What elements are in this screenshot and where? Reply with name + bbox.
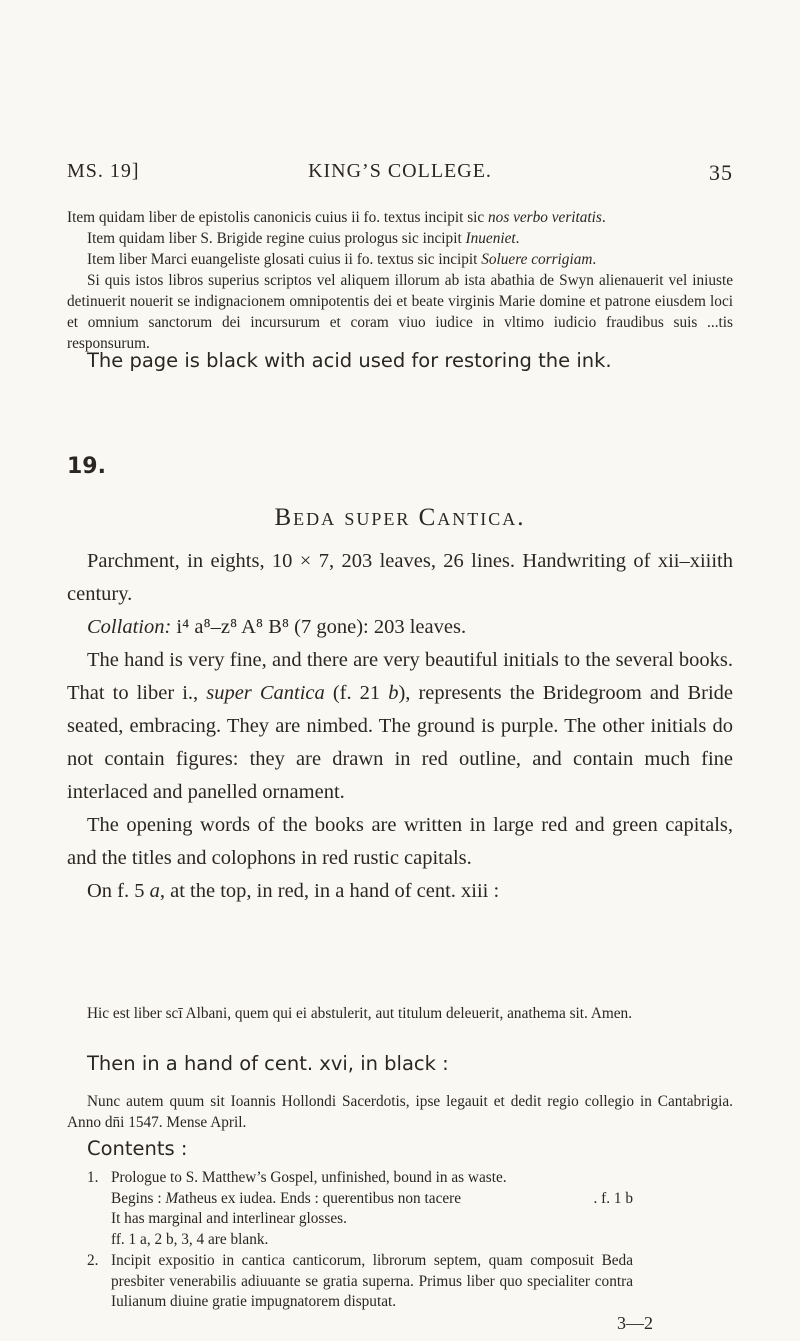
continuation-line: Item quidam liber de epistolis canonicis cuius ii fo. textus incipit sic nos verbo veritatis. [67,209,606,226]
ink-note: The page is black with acid used for restoring the ink. [87,349,612,372]
contents-list [87,1168,633,1313]
item-number: 1. [87,1169,99,1186]
f5-note: On f. 5 a, at the top, in red, in a hand of cent. xiii : [87,880,500,902]
item-number: 2. [87,1252,99,1269]
opening-words: The opening words of the books are written in large red and green capitals, and the titles and colophons in red rustic capitals. [67,814,733,869]
continuation-line: Si quis istos libros superius scriptos vel aliquem illorum ab ista abathia de Swyn alienauerit vel iniuste detinuerit nouerit se indignacionem omnipotentis dei et beate virginis Marie domine et patrone eiusdem loci et omnium sanctorum dei incursurum et coram viuo iudice in vltimo iudicio fraudibus suis ...tis responsurum. [67,272,733,352]
contents-item: 2. Incipit expositio in cantica canticorum, librorum septem, quam composuit Beda presbiter venerabilis adiuuante se gratia superna. Primus liber quo specialiter contra Iulianum diuine gratie impugnatorem disputat. [87,1252,633,1310]
inscription-xiii: Hic est liber scī Albani, quem qui ei abstulerit, aut titulum deleuerit, anathema sit. Amen. [87,1005,633,1022]
header-title: KING’S COLLEGE. [308,160,492,182]
folio-ref: . f. 1 b [593,1189,633,1207]
continuation-line: Item liber Marci euangeliste glosati cuius ii fo. textus sic incipit Soluere corrigiam. [87,251,597,268]
ms-title: Beda super Cantica. [274,504,526,531]
signature-mark: 3—2 [617,1313,653,1333]
contents-heading: Contents : [87,1137,188,1160]
page-number: 35 [709,160,733,185]
collation: Collation: i⁴ a⁸–z⁸ A⁸ B⁸ (7 gone): 203 leaves. [87,616,467,638]
contents-item: 1. Prologue to S. Matthew’s Gospel, unfinished, bound in as waste. Begins : Matheus ex iudea. Ends : querentibus non tacere . f. 1 b It has marginal and interlinear glosses. ff. 1 a, 2 b, 3, 4 are blank. [87,1169,633,1248]
continuation-text [67,207,733,354]
inscription-xvi: Nunc autem quum sit Ioannis Hollondi Sacerdotis, ipse legauit et dedit regio collegio in Cantabrigia. Anno dn̄i 1547. Mense April. [67,1093,733,1131]
continuation-line: Item quidam liber S. Brigide regine cuius prologus sic incipit Inueniet. [87,230,520,247]
description [67,545,733,908]
hand-description: The hand is very fine, and there are very beautiful initials to the several books. That to liber i., super Cantica (f. 21 b), represents the Bridegroom and Bride seated, embracing. They are nimbed. The ground is purple. The other initials do not contain figures: they are drawn in red outline, and contain much fine interlaced and panelled ornament. [67,649,734,803]
then-line: Then in a hand of cent. xvi, in black : [87,1052,449,1075]
ms-number: 19. [67,454,106,479]
header-ms-ref: MS. 19] [67,160,140,182]
physical-description: Parchment, in eights, 10 × 7, 203 leaves, 26 lines. Handwriting of xii–xiiith century. [67,550,733,605]
